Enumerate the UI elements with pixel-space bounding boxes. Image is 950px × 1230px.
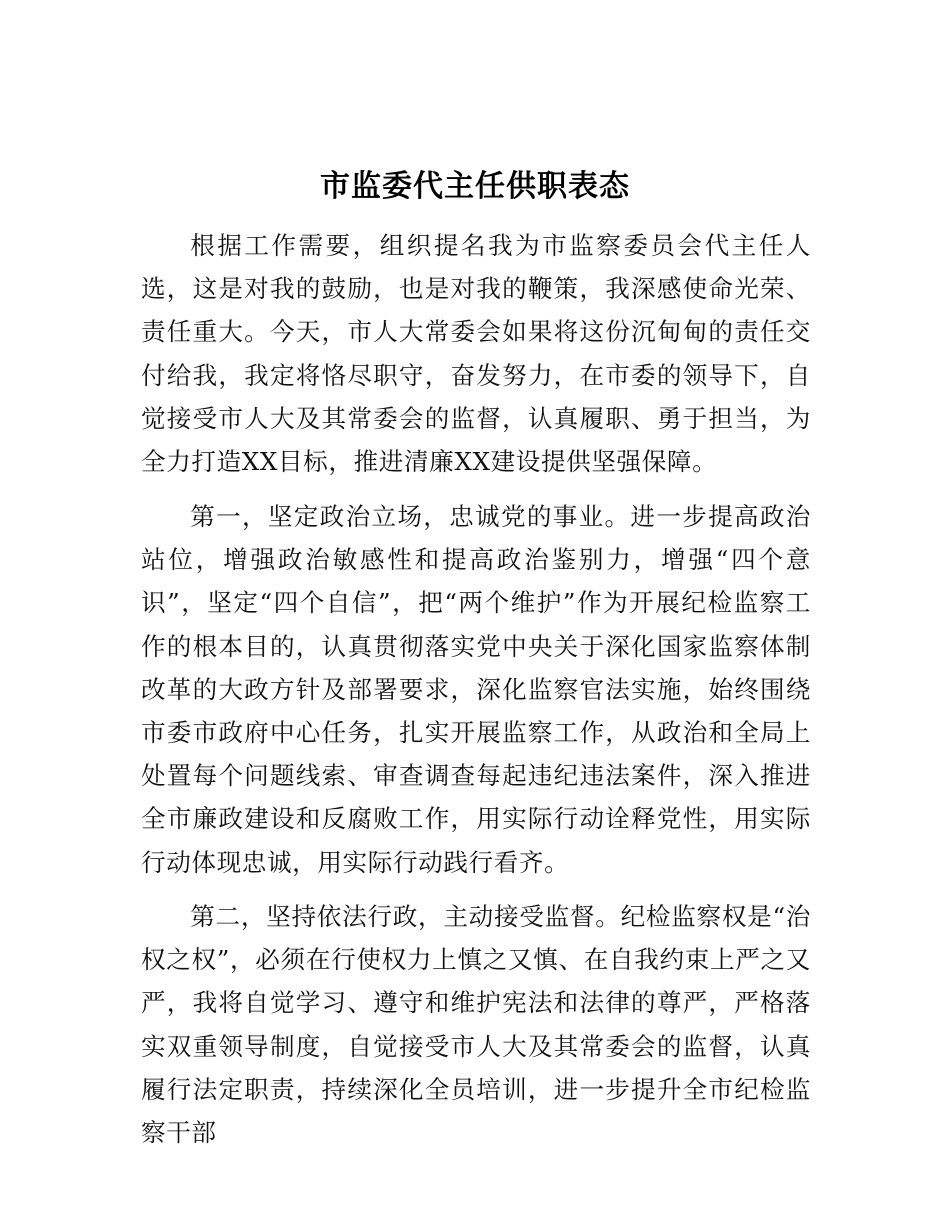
paragraph-2-container	[141, 495, 811, 884]
document-title: 市监委代主任供职表态	[320, 169, 630, 204]
paragraph: 根据工作需要，组织提名我为市监察委员会代主任人选，这是对我的鼓励，也是对我的鞭策，我深感使命光荣、责任重大。今天，市人大常委会如果将这份沉甸甸的责任交付给我，我定将恪尽职守，奋发努力，在市委的领导下，自觉接受市人大及其常委会的监督，认真履职、勇于担当，为全力打造XX目标，推进清廉XX建设提供坚强保障。	[141, 231, 811, 477]
paragraph-1-container	[141, 224, 811, 483]
paragraph-3-container	[141, 895, 811, 1154]
paragraph: 第二，坚持依法行政，主动接受监督。纪检监察权是“治权之权”，必须在行使权力上慎之又慎、在自我约束上严之又严，我将自觉学习、遵守和维护宪法和法律的尊严，严格落实双重领导制度，自觉接受市人大及其常委会的监督，认真履行法定职责，持续深化全员培训，进一步提升全市纪检监察干部	[141, 902, 811, 1148]
paragraph: 第一，坚定政治立场，忠诚党的事业。进一步提高政治站位，增强政治敏感性和提高政治鉴别力，增强“四个意识”，坚定“四个自信”，把“两个维护”作为开展纪检监察工作的根本目的，认真贯彻落实党中央关于深化国家监察体制改革的大政方针及部署要求，深化监察官法实施，始终围绕市委市政府中心任务，扎实开展监察工作，从政治和全局上处置每个问题线索、审查调查每起违纪违法案件，深入推进全市廉政建设和反腐败工作，用实际行动诠释党性，用实际行动体现忠诚，用实际行动践行看齐。	[141, 502, 811, 877]
